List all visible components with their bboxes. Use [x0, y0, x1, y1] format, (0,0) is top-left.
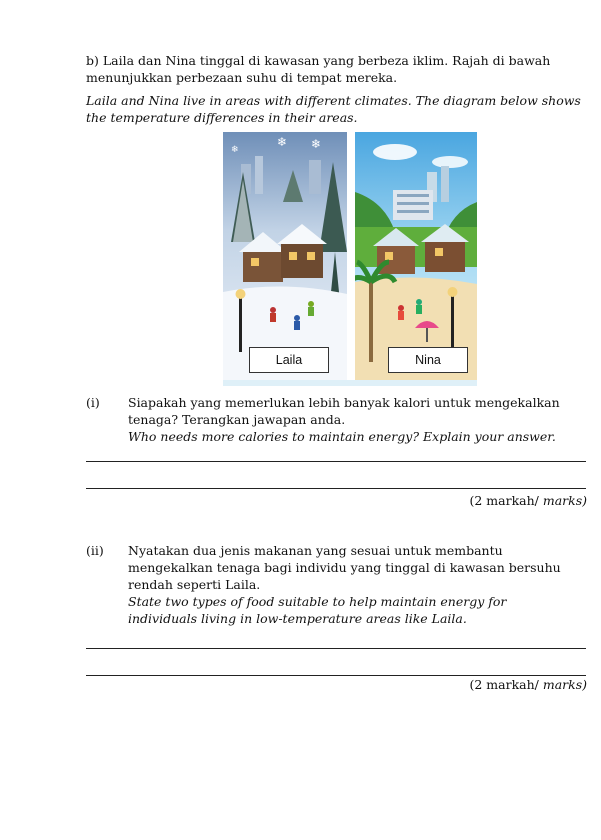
- marks-malay: (2 markah/: [469, 493, 543, 508]
- svg-text:❄: ❄: [231, 145, 239, 155]
- svg-text:❄: ❄: [277, 135, 288, 149]
- intro-english: Laila and Nina live in areas with different climates. The diagram below shows the temperature differences in their areas.: [86, 93, 581, 125]
- question-1-number: (i): [86, 395, 100, 410]
- answer-line[interactable]: [86, 648, 586, 649]
- answer-line[interactable]: [86, 461, 586, 462]
- question-2-english: State two types of food suitable to help maintain energy for individuals living in low-temperature areas like Laila.: [128, 594, 507, 626]
- winter-scene-image: [223, 132, 347, 380]
- label-laila: Laila: [249, 347, 329, 373]
- question-2-number: (ii): [86, 543, 104, 558]
- marks-english: marks): [542, 493, 587, 508]
- label-nina: Nina: [388, 347, 468, 373]
- tropical-scene-image: [355, 132, 477, 380]
- answer-line[interactable]: [86, 675, 586, 676]
- question-1-malay: Siapakah yang memerlukan lebih banyak kalori untuk mengekalkan tenaga? Terangkan jawapan anda.: [128, 395, 560, 427]
- question-2-malay: Nyatakan dua jenis makanan yang sesuai untuk membantu mengekalkan tenaga bagi individu yang tinggal di kawasan bersuhu rendah seperti Laila.: [128, 543, 561, 592]
- marks-label: [469, 677, 587, 692]
- marks-malay: (2 markah/: [469, 677, 543, 692]
- marks-english: marks): [542, 677, 587, 692]
- marks-label: [469, 493, 587, 508]
- answer-line[interactable]: [86, 488, 586, 489]
- intro-malay: b) Laila dan Nina tinggal di kawasan yang berbeza iklim. Rajah di bawah menunjukkan perbezaan suhu di tempat mereka.: [86, 53, 551, 85]
- svg-text:❄: ❄: [311, 137, 322, 151]
- question-1-english: Who needs more calories to maintain energy? Explain your answer.: [128, 429, 556, 444]
